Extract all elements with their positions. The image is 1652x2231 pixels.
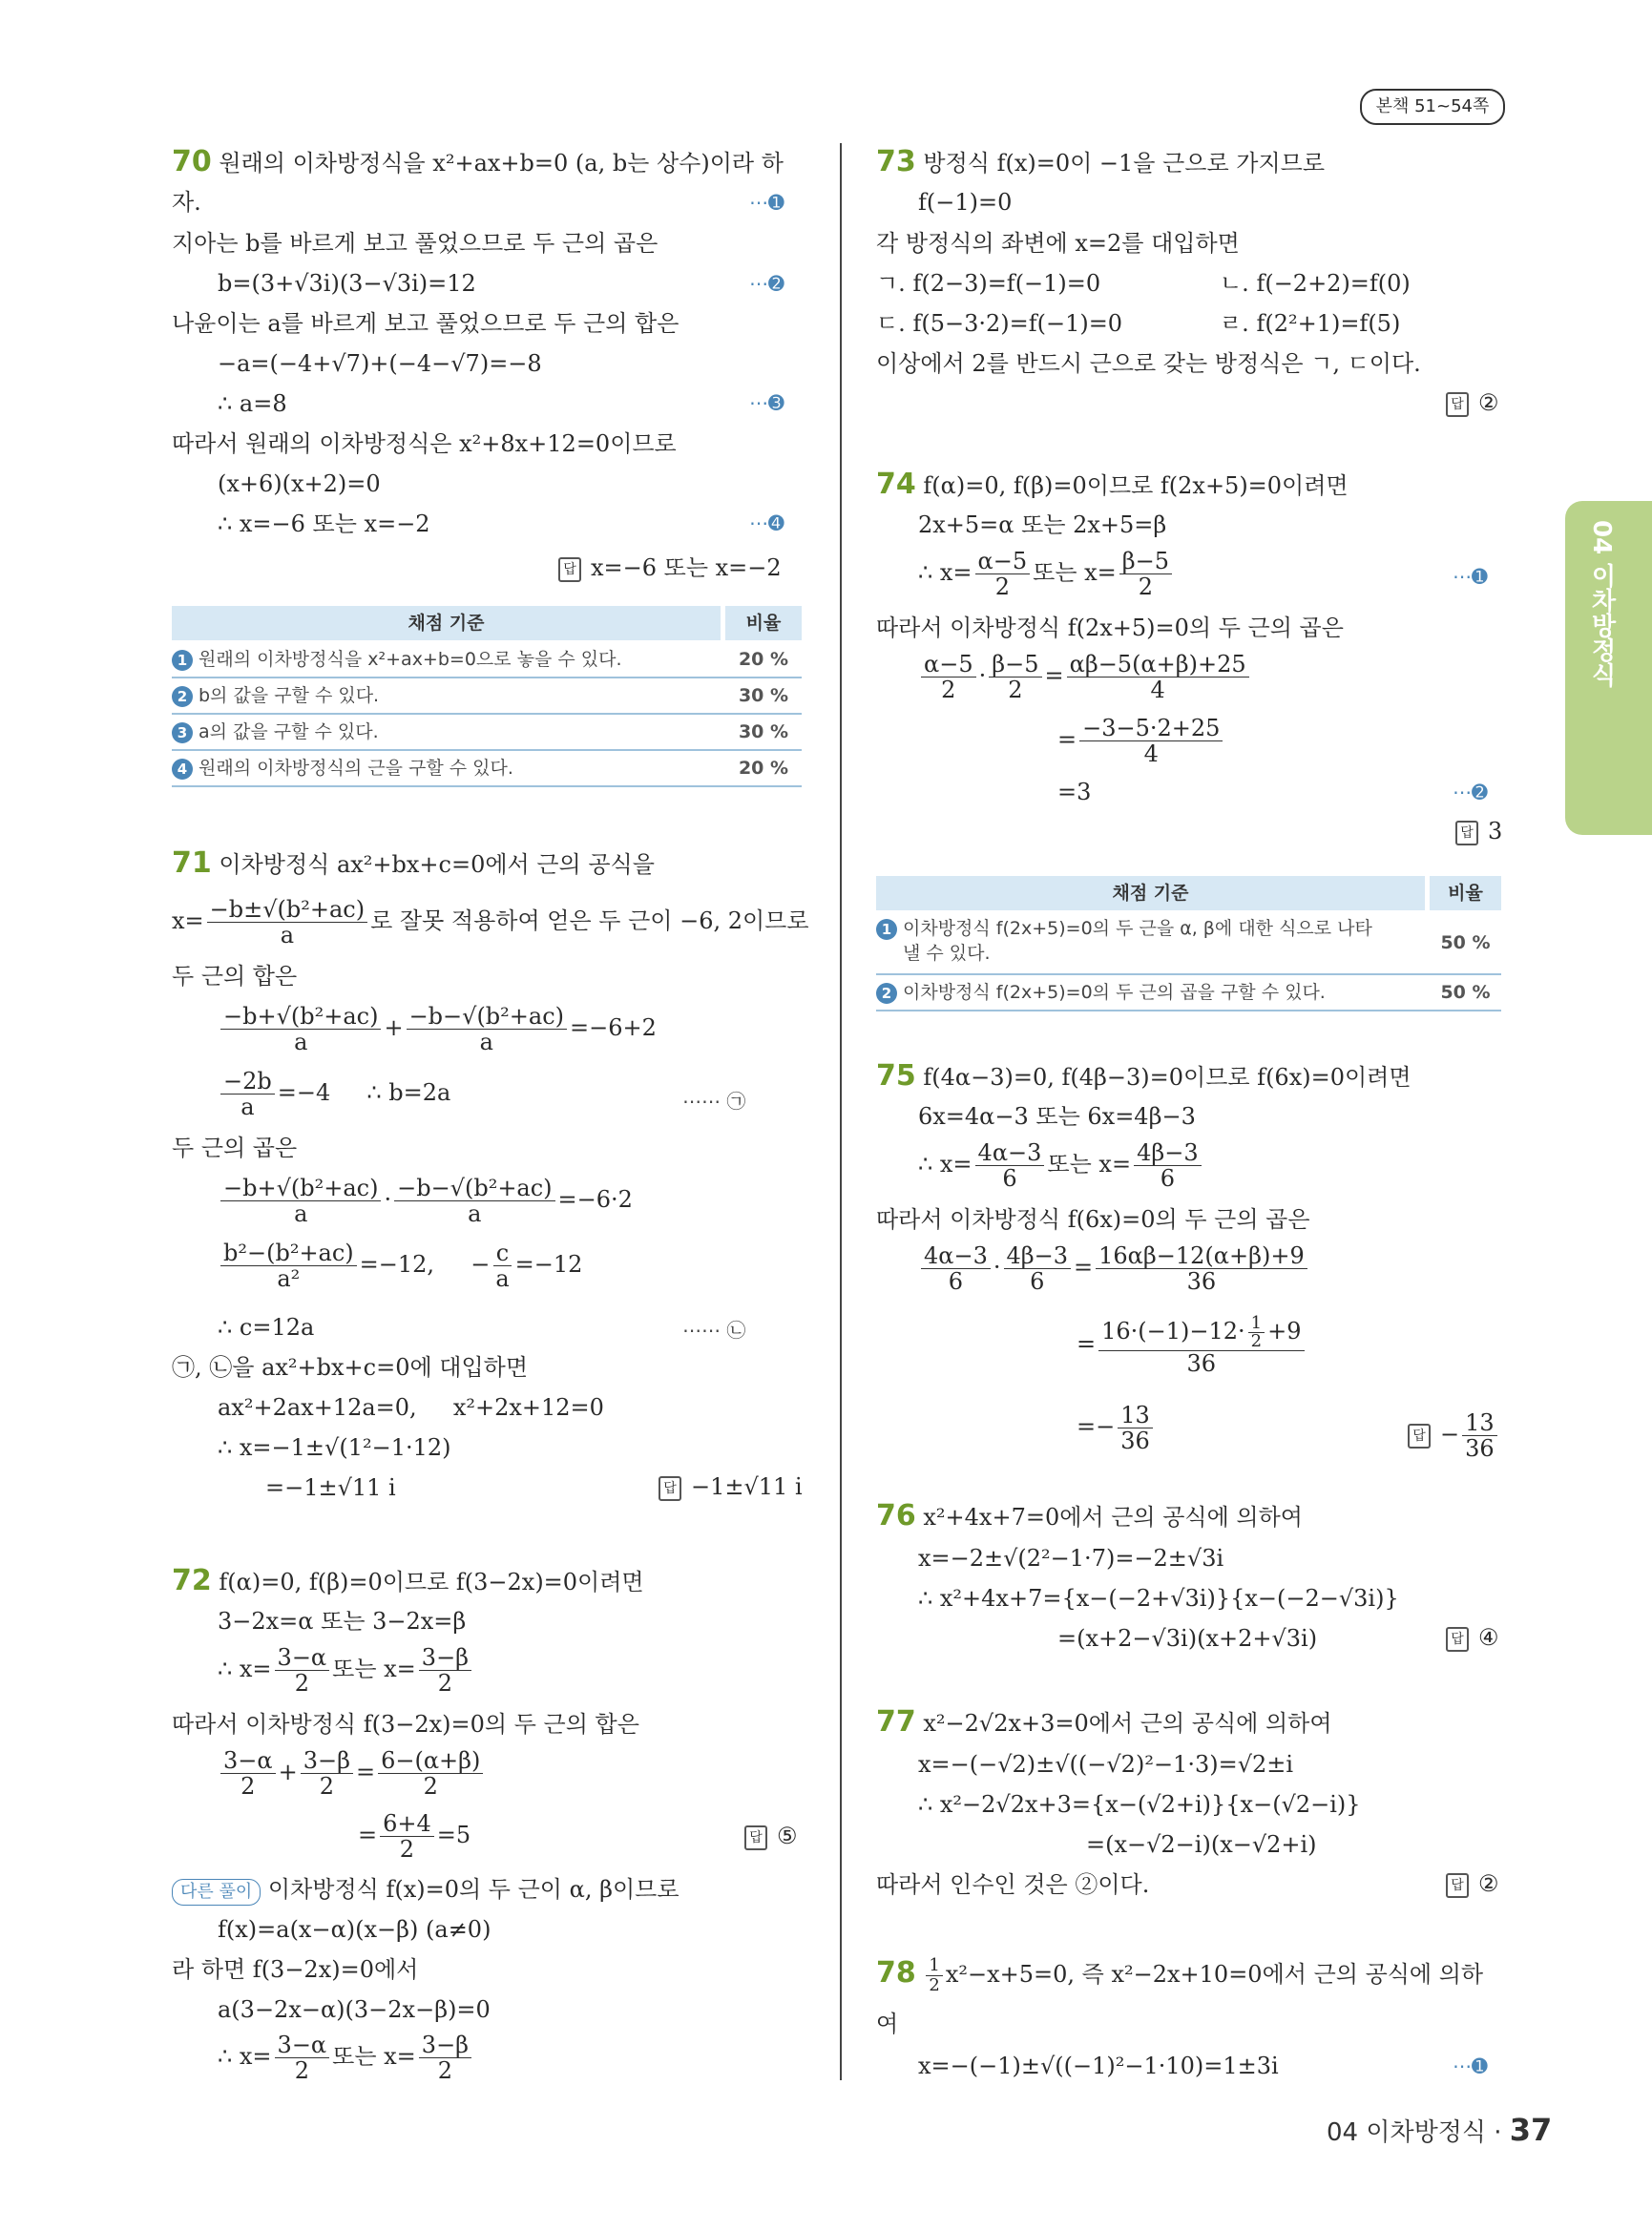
problem-71-sum: $\frac{\text{−b+√(b²+ac)}}{a}$ + $\frac{\text{−b−√(b²+ac)}}{a}$ =−6+2 (218, 1004, 657, 1054)
answer-76: 답 ④ (1446, 1624, 1499, 1652)
problem-74-line7: =3 (1057, 779, 1092, 805)
problem-70-line10: ∴ x=−6 또는 x=−2 (218, 511, 430, 537)
step-marker-1: ⋯➊ (749, 191, 784, 214)
problem-74-line2: 2x+5=α 또는 2x+5=β (918, 511, 1167, 538)
problem-72-line10: a(3−2x−α)(3−2x−β)=0 (218, 1996, 491, 2023)
chapter-tab-label: 04 이차방정식 (1587, 520, 1616, 688)
answer-71: 답 −1±√11 i (659, 1473, 803, 1501)
problem-70-line4: b=(3+√3i)(3−√3i)=12 (218, 270, 476, 297)
problem-76-line4: =(x+2−√3i)(x+2+√3i) (1057, 1625, 1318, 1652)
problem-72-alt: 다른 풀이 이차방정식 f(x)=0의 두 근이 α, β이므로 (172, 1875, 680, 1906)
problem-77-line3: ∴ x²−2√2x+3={x−(√2+i)}{x−(√2−i)} (918, 1791, 1361, 1818)
problem-71-line1: 71 이차방정식 ax²+bx+c=0에서 근의 공식을 (172, 846, 655, 880)
problem-72-line2: 3−2x=α 또는 3−2x=β (218, 1608, 467, 1635)
problem-73-line4: ㄱ. f(2−3)=f(−1)=0 ㄴ. f(−2+2)=f(0) (876, 270, 1411, 297)
answer-icon: 답 (1455, 821, 1478, 845)
step-marker-4: ⋯➍ (749, 511, 784, 534)
table-header-ratio: 비율 (1430, 876, 1501, 910)
problem-71-line11: ax²+2ax+12a=0, x²+2x+12=0 (218, 1394, 604, 1421)
problem-73-line1: 73 방정식 f(x)=0이 −1을 근으로 가지므로 (876, 145, 1326, 178)
page-number: 37 (1509, 2112, 1553, 2148)
problem-70-line1: 70 원래의 이차방정식을 x²+ax+b=0 (a, b는 상수)이라 하 (172, 145, 784, 178)
answer-72: 답 ⑤ (744, 1823, 798, 1850)
problem-71-line2: x= $\frac{\text{−b±√(b²+ac)}}{a}$ 로 잘못 적용하여 얻은 두 근이 −6, 2이므로 (172, 896, 809, 949)
problem-74-line5: $\frac{\alpha-5}{2}$ · $\frac{\beta-5}{2}$ = $\frac{\alpha\beta-5(\alpha+\beta)+25}{4}$ (918, 652, 1252, 702)
table-header-ratio: 비율 (725, 606, 802, 640)
problem-71-line3: 두 근의 합은 (172, 963, 298, 990)
table-row: 3 a의 값을 구할 수 있다. (172, 715, 802, 751)
step-marker-1: ⋯➊ (1453, 565, 1488, 588)
problem-72-line8: f(x)=a(x−α)(x−β) (a≠0) (218, 1916, 491, 1943)
problem-73-line2: f(−1)=0 (918, 189, 1013, 216)
problem-number: 75 (876, 1059, 916, 1093)
problem-71-line13: =−1±√11 i (265, 1474, 396, 1501)
problem-number: 71 (172, 846, 212, 880)
table-row: 2 b의 값을 구할 수 있다. (172, 678, 802, 715)
problem-72-line11: ∴ x= $\frac{3-\alpha}{2}$ 또는 x= $\frac{3-\beta}{2}$ (218, 2033, 474, 2083)
problem-77-line4: =(x−√2−i)(x−√2+i) (1086, 1831, 1317, 1858)
answer-74: 답 3 (1455, 818, 1502, 845)
table-row: 4 원래의 이차방정식의 근을 구할 수 있다. (172, 751, 802, 787)
ref-marker: ⋯⋯ ㉡ (682, 1319, 746, 1342)
problem-71-product: $\frac{\text{−b+√(b²+ac)}}{a}$ · $\frac{\text{−b−√(b²+ac)}}{a}$ =−6·2 (218, 1176, 633, 1226)
problem-70-line7: ∴ a=8 (218, 390, 287, 417)
problem-74-line1: 74 f(α)=0, f(β)=0이므로 f(2x+5)=0이려면 (876, 468, 1349, 501)
answer-73: 답 ② (1446, 389, 1499, 417)
answer-70: 답 x=−6 또는 x=−2 (558, 549, 782, 582)
page-ref-badge: 본책 51~54쪽 (1360, 89, 1505, 125)
table-header-criteria: 채점 기준 (876, 876, 1425, 910)
answer-icon: 답 (558, 557, 581, 582)
problem-75-line4: 따라서 이차방정식 f(6x)=0의 두 근의 곱은 (876, 1206, 1310, 1233)
problem-number: 72 (172, 1564, 212, 1597)
alt-solution-badge: 다른 풀이 (172, 1879, 261, 1906)
problem-77-line2: x=−(−√2)±√((−√2)²−1·3)=√2±i (918, 1751, 1294, 1778)
problem-77-line1: 77 x²−2√2x+3=0에서 근의 공식에 의하여 (876, 1705, 1332, 1739)
problem-71-line12: ∴ x=−1±√(1²−1·12) (218, 1434, 451, 1461)
problem-75-line6: = 16·(−1)−12· $\frac{1}{2}$ +9 36 (1077, 1315, 1307, 1376)
problem-75-line2: 6x=4α−3 또는 6x=4β−3 (918, 1103, 1196, 1130)
problem-74-line6: = $\frac{-3-5\cdot 2+25}{4}$ (1057, 716, 1225, 766)
problem-78-line1: 78 $\frac{1}{2}$ x²−x+5=0, 즉 x²−2x+10=0에서 근의 공식에 의하 (876, 1955, 1484, 1995)
problem-70-line3: 지아는 b를 바르게 보고 풀었으므로 두 근의 곱은 (172, 230, 659, 257)
grading-table-70: 채점 기준 비율 1 원래의 이차방정식을 x²+ax+b=0으로 놓을 수 있다. 20 % 2 b의 값을 구할 수 있다. 30 % 3 a의 값을 구할 수 있다. 30 % 4 원래의 이차방정식의 근을 구할 수 있다. 20 % (172, 606, 802, 787)
problem-70-line8: 따라서 원래의 이차방정식은 x²+8x+12=0이므로 (172, 430, 677, 457)
problem-70-line5: 나윤이는 a를 바르게 보고 풀었으므로 두 근의 합은 (172, 310, 680, 337)
problem-71-line10: ㉠, ㉡을 ax²+bx+c=0에 대입하면 (172, 1354, 529, 1381)
problem-number: 78 (876, 1956, 916, 1990)
problem-number: 74 (876, 468, 916, 501)
problem-71-line6: 두 근의 곱은 (172, 1135, 298, 1161)
problem-73-line3: 각 방정식의 좌변에 x=2를 대입하면 (876, 230, 1240, 257)
answer-icon: 답 (1446, 1873, 1469, 1898)
problem-77-line5: 따라서 인수인 것은 ②이다. (876, 1871, 1150, 1898)
answer-icon: 답 (744, 1825, 767, 1850)
table-row: 2 이차방정식 f(2x+5)=0의 두 근의 곱을 구할 수 있다. (876, 975, 1501, 1011)
table-row: 1 원래의 이차방정식을 x²+ax+b=0으로 놓을 수 있다. (172, 642, 802, 678)
problem-75-line7: =− $\frac{13}{36}$ (1077, 1403, 1156, 1453)
column-divider (840, 143, 842, 2080)
problem-70-line6: −a=(−4+√7)+(−4−√7)=−8 (218, 350, 542, 377)
problem-number: 77 (876, 1705, 916, 1739)
answer-77: 답 ② (1446, 1870, 1499, 1898)
problem-number: 73 (876, 145, 916, 178)
step-marker-2: ⋯➋ (1453, 781, 1488, 803)
problem-73-line6: 이상에서 2를 반드시 근으로 갖는 방정식은 ㄱ, ㄷ이다. (876, 350, 1421, 377)
table-header-criteria: 채점 기준 (172, 606, 721, 640)
problem-number: 70 (172, 145, 212, 178)
problem-72-line1: 72 f(α)=0, f(β)=0이므로 f(3−2x)=0이려면 (172, 1564, 644, 1597)
problem-72-line9: 라 하면 f(3−2x)=0에서 (172, 1956, 419, 1983)
step-marker-1: ⋯➊ (1453, 2054, 1488, 2077)
ref-marker: ⋯⋯ ㉠ (682, 1090, 746, 1113)
answer-75: 답 − $\frac{13}{36}$ (1408, 1410, 1500, 1461)
problem-76-line2: x=−2±√(2²−1·7)=−2±√3i (918, 1545, 1224, 1572)
problem-70-line9: (x+6)(x+2)=0 (218, 470, 381, 497)
problem-71-c: $\frac{\text{b²−(b²+ac)}}{\text{a²}}$ =−12, − $\frac{c}{a}$ =−12 (218, 1241, 582, 1291)
problem-74-line3: ∴ x= $\frac{\alpha-5}{2}$ 또는 x= $\frac{\beta-5}{2}$ (918, 549, 1175, 599)
answer-icon: 답 (1446, 1627, 1469, 1652)
table-row: 1 이차방정식 f(2x+5)=0의 두 근을 α, β에 대한 식으로 나타 낼 수 있다. (876, 912, 1501, 975)
problem-78-line2: 여 (876, 2011, 899, 2037)
problem-73-line5: ㄷ. f(5−3·2)=f(−1)=0 ㄹ. f(2²+1)=f(5) (876, 310, 1401, 337)
answer-icon: 답 (659, 1476, 681, 1501)
problem-72-line5: $\frac{3-\alpha}{2}$ + $\frac{3-\beta}{2}$ = $\frac{6-(\alpha+\beta)}{2}$ (218, 1748, 486, 1799)
problem-78-line3: x=−(−1)±√((−1)²−1·10)=1±3i (918, 2053, 1279, 2079)
page-footer: 04 이차방정식 · 37 (1327, 2112, 1553, 2148)
answer-icon: 답 (1446, 392, 1469, 417)
problem-70-line2: 자. (172, 189, 201, 216)
problem-71-line9: ∴ c=12a (218, 1314, 315, 1341)
problem-72-line6: = $\frac{6+4}{2}$ =5 (358, 1810, 471, 1863)
problem-76-line1: 76 x²+4x+7=0에서 근의 공식에 의하여 (876, 1499, 1303, 1533)
problem-71-b: $\frac{-2b}{a}$ =−4 ∴ b=2a (218, 1069, 450, 1119)
problem-75-line5: $\frac{4\alpha-3}{6}$ · $\frac{4\beta-3}{6}$ = $\frac{16\alpha\beta-12(\alpha+\beta)+9}{36}$ (918, 1243, 1310, 1294)
step-marker-3: ⋯➌ (749, 391, 784, 414)
problem-74-line4: 따라서 이차방정식 f(2x+5)=0의 두 근의 곱은 (876, 615, 1344, 641)
problem-76-line3: ∴ x²+4x+7={x−(−2+√3i)}{x−(−2−√3i)} (918, 1585, 1399, 1612)
problem-75-line3: ∴ x= $\frac{4\alpha-3}{6}$ 또는 x= $\frac{4\beta-3}{6}$ (918, 1140, 1204, 1191)
problem-75-line1: 75 f(4α−3)=0, f(4β−3)=0이므로 f(6x)=0이려면 (876, 1059, 1412, 1093)
problem-72-line4: 따라서 이차방정식 f(3−2x)=0의 두 근의 합은 (172, 1711, 639, 1738)
problem-72-line3: ∴ x= $\frac{3-\alpha}{2}$ 또는 x= $\frac{3-\beta}{2}$ (218, 1645, 474, 1696)
answer-icon: 답 (1408, 1424, 1431, 1449)
problem-number: 76 (876, 1499, 916, 1533)
step-marker-2: ⋯➋ (749, 272, 784, 295)
grading-table-74: 채점 기준 비율 1 이차방정식 f(2x+5)=0의 두 근을 α, β에 대한 식으로 나타 낼 수 있다. 50 % 2 이차방정식 f(2x+5)=0의 두 근의 곱을 구할 수 있다. 50 % (876, 876, 1501, 1010)
